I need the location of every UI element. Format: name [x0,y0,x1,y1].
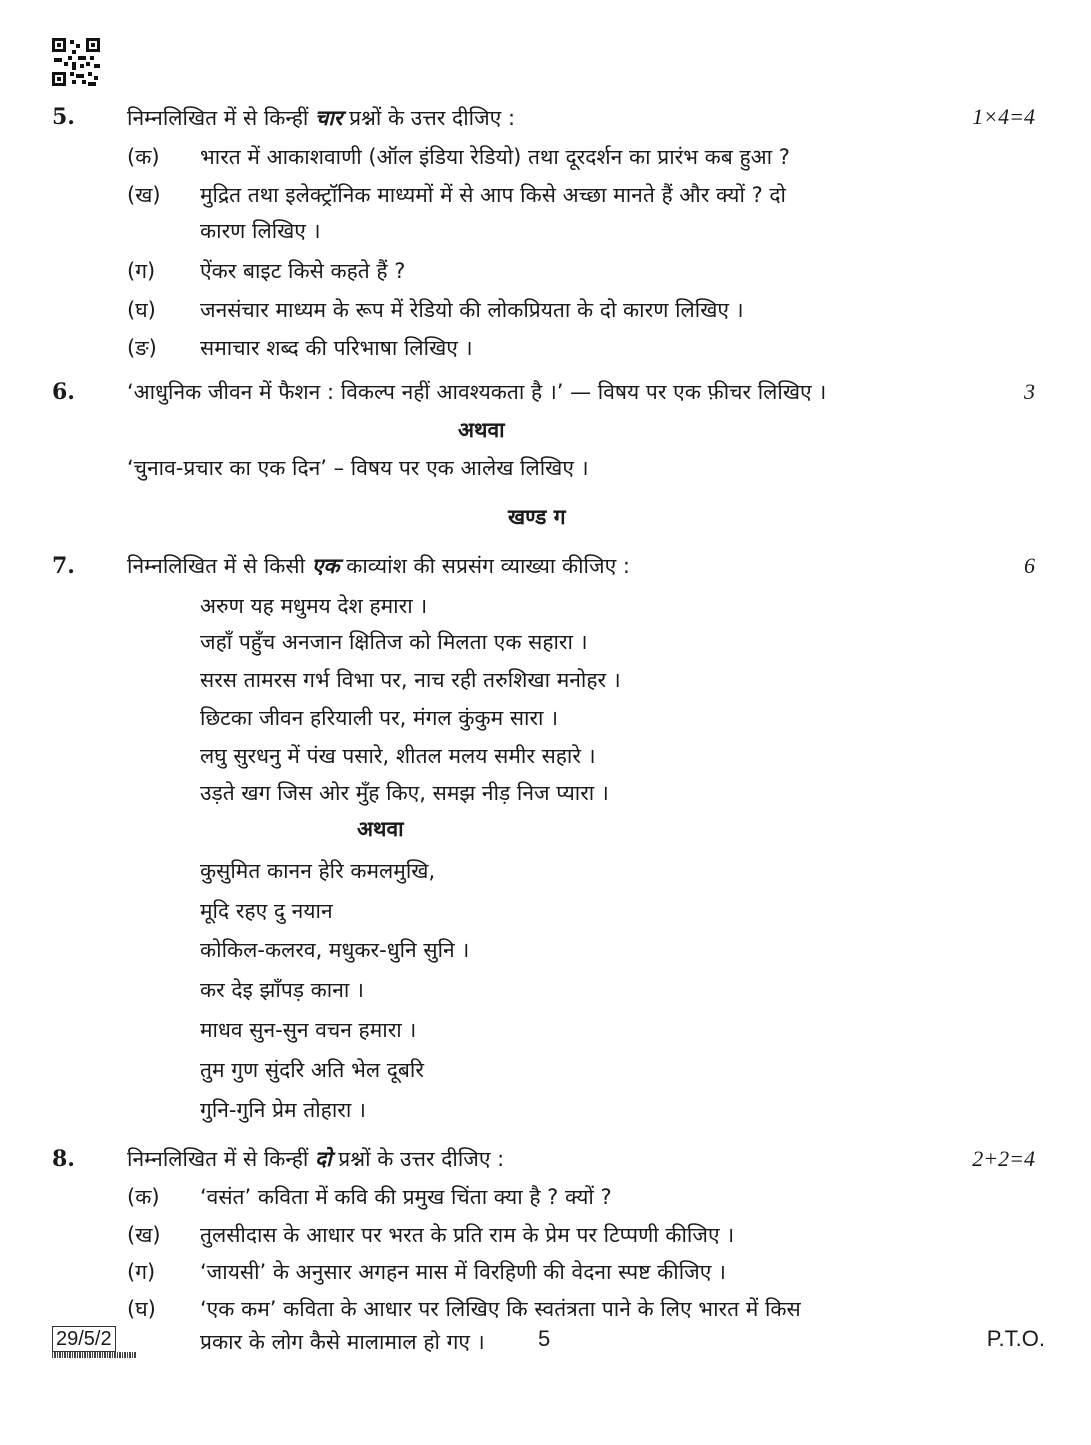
stem-text: प्रश्नों के उत्तर दीजिए : [338,1147,505,1171]
question-number: 5. [52,104,75,130]
stem-text: प्रश्नों के उत्तर दीजिए : [349,106,516,130]
option-label: (ख) [127,183,161,207]
option-label: (घ) [127,1297,156,1321]
stem-text: निम्नलिखित में से किसी [127,554,306,578]
poem-line: उड़ते खग जिस ओर मुँह किए, समझ नीड़ निज प्यारा । [200,781,609,805]
poem-line: माधव सुन-सुन वचन हमारा । [200,1018,417,1042]
option-text: ‘एक कम’ कविता के आधार पर लिखिए कि स्वतंत्रता पाने के लिए भारत में किस [200,1297,801,1321]
section-heading: खण्ड ग [508,505,566,529]
poem-line: छिटका जीवन हरियाली पर, मंगल कुंकुम सारा । [200,706,559,730]
option-text: मुद्रित तथा इलेक्ट्रॉनिक माध्यमों में से आप किसे अच्छा मानते हैं और क्यों ? दो [200,183,786,207]
poem-line: सरस तामरस गर्भ विभा पर, नाच रही तरुशिखा मनोहर । [200,668,621,692]
question-stem [127,552,630,580]
option-label: (ग) [127,259,156,283]
question-number: 7. [52,553,75,579]
marks: 3 [1024,379,1035,404]
question-number: 8. [52,1146,75,1172]
option-label: (क) [127,145,160,169]
poem-line: अरुण यह मधुमय देश हमारा । [200,594,428,618]
option-label: (घ) [127,298,156,322]
barcode-icon [52,1352,136,1358]
poem-line: मूदि रहए दु नयान [200,899,333,923]
option-text-continued: प्रकार के लोग कैसे मालामाल हो गए । [200,1330,485,1354]
poem-line: कर देइ झाँपड़ काना । [200,978,364,1002]
option-label: (ग) [127,1260,156,1284]
stem-text: काव्यांश की सप्रसंग व्याख्या कीजिए : [346,554,630,578]
question-stem [127,104,515,132]
poem-line: कोकिल-कलरव, मधुकर-धुनि सुनि । [200,938,470,962]
option-text: समाचार शब्द की परिभाषा लिखिए । [200,336,473,360]
poem-line: जहाँ पहुँच अनजान क्षितिज को मिलता एक सहारा । [200,630,588,654]
question-text: ‘आधुनिक जीवन में फैशन : विकल्प नहीं आवश्यकता है ।’ — विषय पर एक फ़ीचर लिखिए । [127,380,827,404]
or-separator: अथवा [357,817,404,841]
poem-line: गुनि-गुनि प्रेम तोहारा । [200,1098,366,1122]
option-text: ‘वसंत’ कविता में कवि की प्रमुख चिंता क्या है ? क्यों ? [200,1185,612,1209]
stem-text: निम्नलिखित में से किन्हीं [127,106,309,130]
option-text: ऐंकर बाइट किसे कहते हैं ? [200,259,406,283]
stem-emphasis: एक [311,554,340,578]
poem-line: कुसुमित कानन हेरि कमलमुखि, [200,859,436,883]
marks: 2+2=4 [972,1146,1035,1171]
option-label: (ङ) [127,336,157,360]
marks: 6 [1024,553,1035,578]
option-label: (क) [127,1185,160,1209]
question-stem [127,1145,504,1173]
question-number: 6. [52,379,75,405]
option-text: ‘जायसी’ के अनुसार अगहन मास में विरहिणी की वेदना स्पष्ट कीजिए । [200,1260,727,1284]
poem-line: लघु सुरधनु में पंख पसारे, शीतल मलय समीर सहारे । [200,744,596,768]
option-label: (ख) [127,1223,161,1247]
pto-label: P.T.O. [986,1326,1045,1351]
option-text: तुलसीदास के आधार पर भरत के प्रति राम के प्रेम पर टिप्पणी कीजिए । [200,1223,735,1247]
question-alternative: ‘चुनाव-प्रचार का एक दिन’ – विषय पर एक आलेख लिखिए । [127,456,589,480]
or-separator: अथवा [458,418,505,442]
stem-text: निम्नलिखित में से किन्हीं [127,1147,309,1171]
option-text: जनसंचार माध्यम के रूप में रेडियो की लोकप्रियता के दो कारण लिखिए । [200,298,744,322]
marks: 1×4=4 [972,104,1035,129]
paper-code: 29/5/2 [52,1326,116,1352]
qr-code-icon [52,38,100,86]
option-text: भारत में आकाशवाणी (ऑल इंडिया रेडियो) तथा दूरदर्शन का प्रारंभ कब हुआ ? [200,145,790,169]
option-text-continued: कारण लिखिए । [200,219,321,243]
stem-emphasis: चार [315,106,343,130]
page-number: 5 [538,1326,551,1351]
poem-line: तुम गुण सुंदरि अति भेल दूबरि [200,1058,424,1082]
stem-emphasis: दो [315,1147,332,1171]
